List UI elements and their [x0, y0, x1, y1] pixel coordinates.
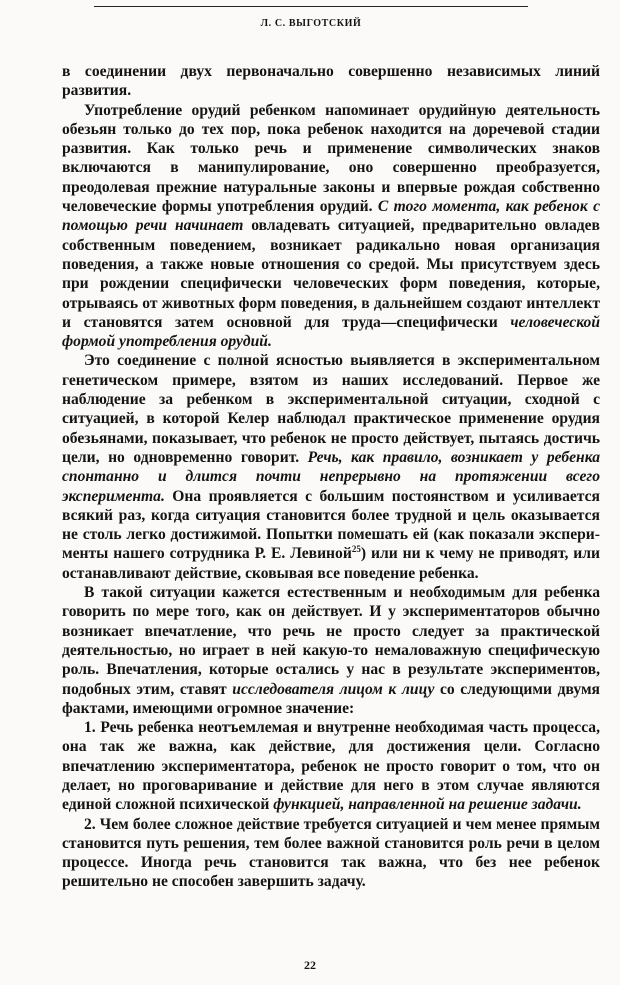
- italic-text: исследователя лицом к лицу: [232, 680, 435, 698]
- text-segment: В такой ситуации кажется естественным и необходимым для ребенка говорить по мере того, как он действует. И у экспериментаторов обычно возникает впечатление, что речь не просто следует за практической деятельностью, но играет в ней какую-то немаловажную специфическую роль. Впечатления, которые остались у нас в результате экспериментов, подобных этим, ставят: [62, 584, 600, 698]
- paragraph: [62, 62, 600, 101]
- italic-text: человеческой формой употребления орудий.: [62, 313, 600, 351]
- paragraph: [62, 583, 600, 718]
- paragraph: [62, 351, 600, 583]
- italic-text: функцией, направленной на решение задачи.: [273, 796, 582, 814]
- paragraph: [62, 718, 600, 814]
- text-segment: овладевать ситуацией, предварительно овладев собственным поведением, возникает радикально новая организация поведения, а также новые отношения со средой. Мы присутствуем здесь при рождении специфически человеческих форм поведения, которые, отрываясь от животных форм поведения, в дальнейшем создают интеллект и становятся затем основной для труда—специфически: [62, 217, 600, 331]
- text-segment: Употребление орудий ребенком напоминает орудийную деятельность обезьян только до тех пор, пока ребенок находится на доречевой стадии развития. Как только речь и применение символических знаков включаются в манипулирование, оно совершенно преобразуется, преодолевая прежние натуральные законы и впервые рождая собственно человеческие формы употребления орудий.: [62, 101, 600, 216]
- page-number: 22: [304, 958, 316, 972]
- text-segment: Это соединение с полной ясностью выявляется в экспериментальном генетическом примере, взятом из наших исследований. Первое же наблюдение за ребенком в экспериментальной ситуации, сходной с ситуацией, в которой Келер наблюдал практическое применение орудия обезьянами, показывает, что ребенок не просто действует, пытаясь достичь цели, но одновременно говорит.: [62, 352, 600, 466]
- running-header: [94, 6, 528, 31]
- italic-text: С того момента, как ребенок с помощью речи начинает: [62, 198, 601, 235]
- text-segment: со следующими двумя фактами, имеющими огромное значение:: [62, 680, 600, 717]
- text-segment: в соединении двух первоначально совершенно независимых линий развития.: [62, 63, 600, 100]
- text-segment: ) или ни к чему не приводят, или останавливают действие, сковывая все поведение ребенка.: [62, 545, 601, 582]
- text-segment: 1. Речь ребенка неотъемлемая и внутренне необходимая часть процесса, она так же важна, как действие, для достижения цели. Согласно впечатлению экспериментатора, ребенок не просто говорит о том, что он делает, но проговаривание и действие для него в этом случае являются единой сложной психической: [62, 719, 600, 814]
- text-segment: Она проявляется с большим постоянством и усиливается всякий раз, когда ситуация становится более трудной и цель оказывается не столь легко достижимой. Попытки помешать ей (как показали эксперименты нашего сотрудника Р. Е. Левиной: [62, 487, 600, 563]
- body-text: [62, 62, 600, 892]
- header-author: Л. С. ВЫГОТСКИЙ: [260, 18, 362, 29]
- text-segment: 2. Чем более сложное действие требуется ситуацией и чем менее прямым становится путь решения, тем более важной становится роль речи в целом процессе. Иногда речь становится так важна, что без нее ребенок решительно не способен завершить задачу.: [62, 815, 600, 891]
- paragraph: [62, 815, 600, 892]
- paragraph: [62, 101, 600, 352]
- italic-text: Речь, как правило, возникает у ребенка спонтанно и длится почти непрерывно на протяжении всего эксперимента.: [62, 448, 601, 505]
- footnote-ref: 25: [351, 544, 361, 555]
